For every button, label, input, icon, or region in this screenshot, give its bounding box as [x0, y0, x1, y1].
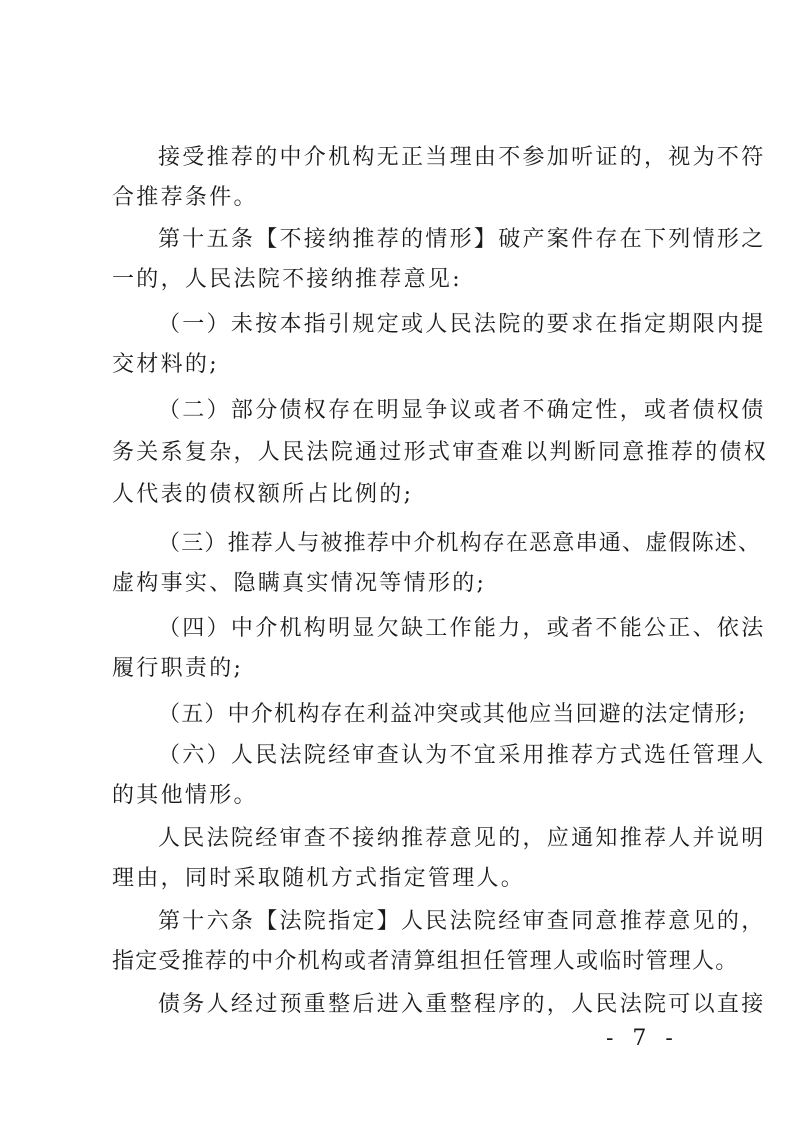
paragraph-line: 一的，人民法院不接纳推荐意见:: [112, 267, 462, 292]
list-item-6-line: （六）人民法院经审查认为不宜采用推荐方式选任管理人: [158, 743, 766, 768]
list-item-2-line: 人代表的债权额所占比例的;: [112, 482, 414, 507]
paragraph-line: 合推荐条件。: [112, 185, 258, 210]
list-item-2-line: （二）部分债权存在明显争议或者不确定性，或者债权债: [158, 398, 766, 423]
list-item-2-line: 务关系复杂，人民法院通过形式审查难以判断同意推荐的债权: [112, 440, 769, 465]
paragraph-line: 人民法院经审查不接纳推荐意见的，应通知推荐人并说明: [158, 826, 766, 851]
list-item-1-line: （一）未按本指引规定或人民法院的要求在指定期限内提: [158, 312, 766, 337]
paragraph-line: 债务人经过预重整后进入重整程序的，人民法院可以直接: [158, 992, 766, 1017]
list-item-4-line: （四）中介机构明显欠缺工作能力，或者不能公正、依法: [158, 616, 766, 641]
list-item-3-line: （三）推荐人与被推荐中介机构存在恶意串通、虚假陈述、: [158, 531, 762, 556]
list-item-6-line: 的其他情形。: [112, 783, 258, 808]
list-item-4-line: 履行职责的;: [112, 656, 244, 681]
paragraph-line: 理由，同时采取随机方式指定管理人。: [112, 866, 526, 891]
page-number: - 7 -: [606, 1026, 679, 1051]
list-item-1-line: 交材料的;: [112, 352, 219, 377]
article-15-heading-line: 第十五条【不接纳推荐的情形】破产案件存在下列情形之: [158, 227, 766, 252]
paragraph-line: 接受推荐的中介机构无正当理由不参加听证的，视为不符: [158, 145, 766, 170]
list-item-5-line: （五）中介机构存在利益冲突或其他应当回避的法定情形;: [158, 702, 747, 727]
article-16-heading-line: 第十六条【法院指定】人民法院经审查同意推荐意见的，: [158, 909, 766, 934]
paragraph-line: 指定受推荐的中介机构或者清算组担任管理人或临时管理人。: [112, 949, 739, 974]
list-item-3-line: 虚构事实、隐瞒真实情况等情形的;: [112, 571, 487, 596]
